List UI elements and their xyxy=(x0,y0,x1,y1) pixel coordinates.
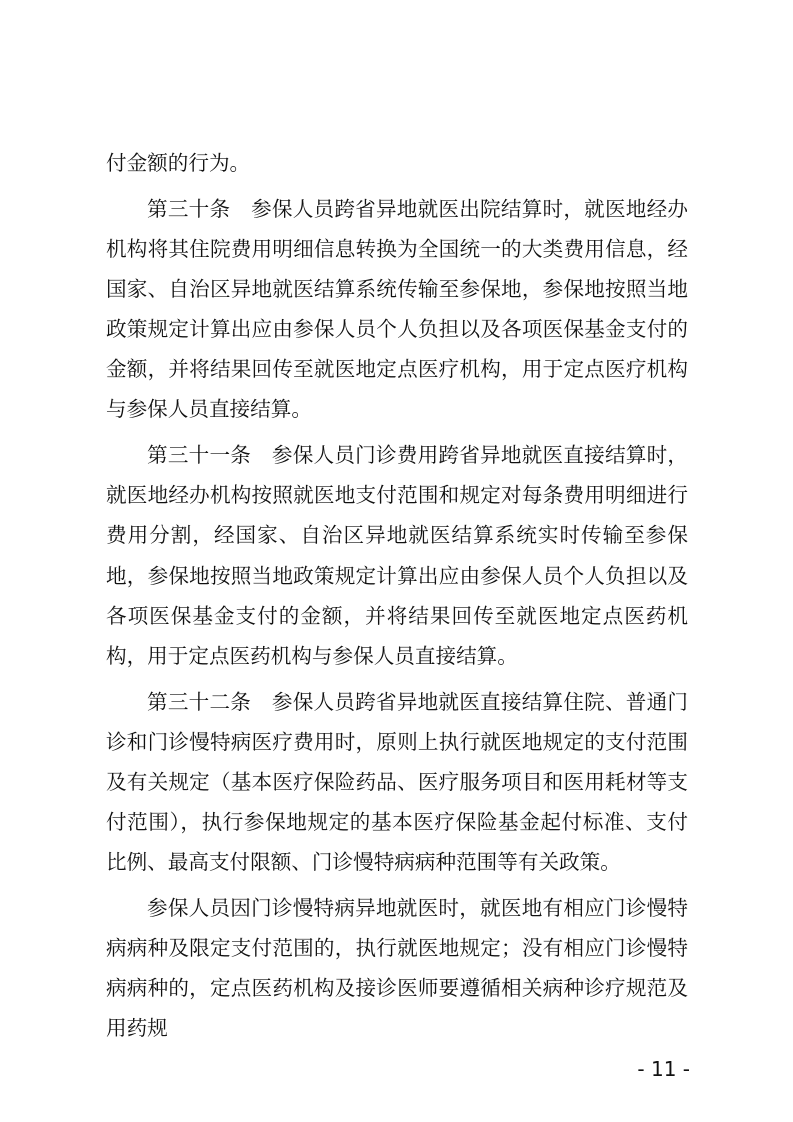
page-number: - 11 - xyxy=(637,1057,690,1081)
paragraph-text: 付金额的行为。 xyxy=(106,151,251,175)
paragraph-text: 参保人员因门诊慢特病异地就医时，就医地有相应门诊慢特病病种及限定支付范围的，执行就医地规定；没有相应门诊慢特病病种的，定点医药机构及接诊医师要遵循相关病种诊疗规范及用药规 xyxy=(106,895,688,1041)
paragraph-continuation xyxy=(106,143,688,183)
paragraph-text: 第三十二条 参保人员跨省异地就医直接结算住院、普通门诊和门诊慢特病医疗费用时，原则上执行就医地规定的支付范围及有关规定（基本医疗保险药品、医疗服务项目和医用耗材等支付范围），执行参保地规定的基本医疗保险基金起付标准、支付比例、最高支付限额、门诊慢特病病种范围等有关政策。 xyxy=(106,689,688,874)
paragraph-text: 第三十条 参保人员跨省异地就医出院结算时，就医地经办机构将其住院费用明细信息转换为全国统一的大类费用信息，经国家、自治区异地就医结算系统传输至参保地，参保地按照当地政策规定计算出应由参保人员个人负担以及各项医保基金支付的金额，并将结果回传至就医地定点医疗机构，用于定点医疗机构与参保人员直接结算。 xyxy=(106,196,688,422)
paragraph-article-32 xyxy=(106,682,688,882)
paragraph-text: 第三十一条 参保人员门诊费用跨省异地就医直接结算时，就医地经办机构按照就医地支付范围和规定对每条费用明细进行费用分割，经国家、自治区异地就医结算系统实时传输至参保地，参保地按照当地政策规定计算出应由参保人员个人负担以及各项医保基金支付的金额，并将结果回传至就医地定点医药机构，用于定点医药机构与参保人员直接结算。 xyxy=(106,443,688,668)
document-body xyxy=(106,143,688,1048)
paragraph-chronic-disease xyxy=(106,888,688,1048)
paragraph-article-30 xyxy=(106,189,688,430)
paragraph-article-31 xyxy=(106,435,688,676)
